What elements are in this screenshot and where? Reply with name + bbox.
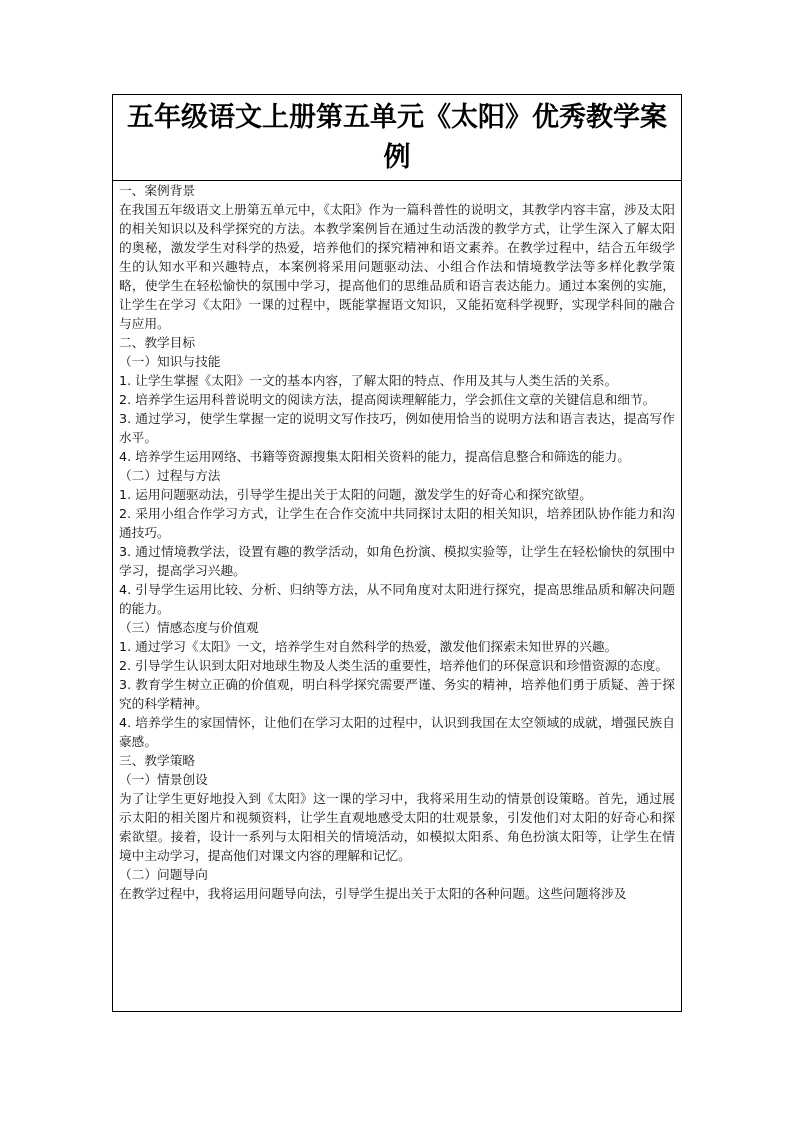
list-item: 4. 培养学生的家国情怀，让他们在学习太阳的过程中，认识到我国在太空领域的成就，增强民族自豪感。 — [119, 715, 675, 749]
section-heading: 三、教学策略 — [119, 753, 196, 768]
list-item: 4. 引导学生运用比较、分析、归纳等方法，从不同角度对太阳进行探究，提高思维品质和解决问题的能力。 — [119, 582, 675, 616]
list-item: 1. 让学生掌握《太阳》一文的基本内容，了解太阳的特点、作用及其与人类生活的关系。 — [119, 373, 618, 388]
list-item: 2. 采用小组合作学习方式，让学生在合作交流中共同探讨太阳的相关知识，培养团队协作能力和沟通技巧。 — [119, 506, 675, 540]
list-item: 2. 培养学生运用科普说明文的阅读方法，提高阅读理解能力，学会抓住文章的关键信息和细节。 — [119, 392, 656, 407]
paragraph: 为了让学生更好地投入到《太阳》这一课的学习中，我将采用生动的情景创设策略。首先，通过展示太阳的相关图片和视频资料，让学生直观地感受太阳的壮观景象，引发他们对太阳的好奇心和探索欲望。接着，设计一系列与太阳相关的情境活动，如模拟太阳系、角色扮演太阳等，让学生在情境中主动学习，提高他们对课文内容的理解和记忆。 — [119, 791, 675, 863]
document-body — [113, 181, 681, 903]
subsection-heading: （一）情景创设 — [119, 772, 208, 787]
document-frame — [112, 94, 682, 1012]
section-heading: 一、案例背景 — [119, 183, 196, 198]
list-item: 1. 运用问题驱动法，引导学生提出关于太阳的问题，激发学生的好奇心和探究欲望。 — [119, 487, 592, 502]
title-cell — [113, 95, 681, 181]
subsection-heading: （二）问题导向 — [119, 867, 208, 882]
list-item: 1. 通过学习《太阳》一文，培养学生对自然科学的热爱，激发他们探索未知世界的兴趣。 — [119, 639, 618, 654]
document-title: 五年级语文上册第五单元《太阳》优秀教学案例 — [127, 101, 667, 173]
subsection-heading: （二）过程与方法 — [119, 468, 221, 483]
list-item: 4. 培养学生运用网络、书籍等资源搜集太阳相关资料的能力，提高信息整合和筛选的能力。 — [119, 449, 630, 464]
paragraph: 在教学过程中，我将运用问题导向法，引导学生提出关于太阳的各种问题。这些问题将涉及 — [119, 886, 627, 901]
paragraph: 在我国五年级语文上册第五单元中，《太阳》作为一篇科普性的说明文，其教学内容丰富，涉及太阳的相关知识以及科学探究的方法。本教学案例旨在通过生动活泼的教学方式，让学生深入了解太阳的奥秘，激发学生对科学的热爱，培养他们的探究精神和语文素养。在教学过程中，结合五年级学生的认知水平和兴趣特点，本案例将采用问题驱动法、小组合作法和情境教学法等多样化教学策略，使学生在轻松愉快的氛围中学习，提高他们的思维品质和语言表达能力。通过本案例的实施，让学生在学习《太阳》一课的过程中，既能掌握语文知识，又能拓宽科学视野，实现学科间的融合与应用。 — [119, 202, 675, 331]
list-item: 3. 教育学生树立正确的价值观，明白科学探究需要严谨、务实的精神，培养他们勇于质疑、善于探究的科学精神。 — [119, 677, 675, 711]
subsection-heading: （一）知识与技能 — [119, 354, 221, 369]
list-item: 2. 引导学生认识到太阳对地球生物及人类生活的重要性，培养他们的环保意识和珍惜资源的态度。 — [119, 658, 669, 673]
subsection-heading: （三）情感态度与价值观 — [119, 620, 259, 635]
list-item: 3. 通过情境教学法，设置有趣的教学活动，如角色扮演、模拟实验等，让学生在轻松愉快的氛围中学习，提高学习兴趣。 — [119, 544, 675, 578]
section-heading: 二、教学目标 — [119, 335, 196, 350]
list-item: 3. 通过学习，使学生掌握一定的说明文写作技巧，例如使用恰当的说明方法和语言表达，提高写作水平。 — [119, 411, 675, 445]
